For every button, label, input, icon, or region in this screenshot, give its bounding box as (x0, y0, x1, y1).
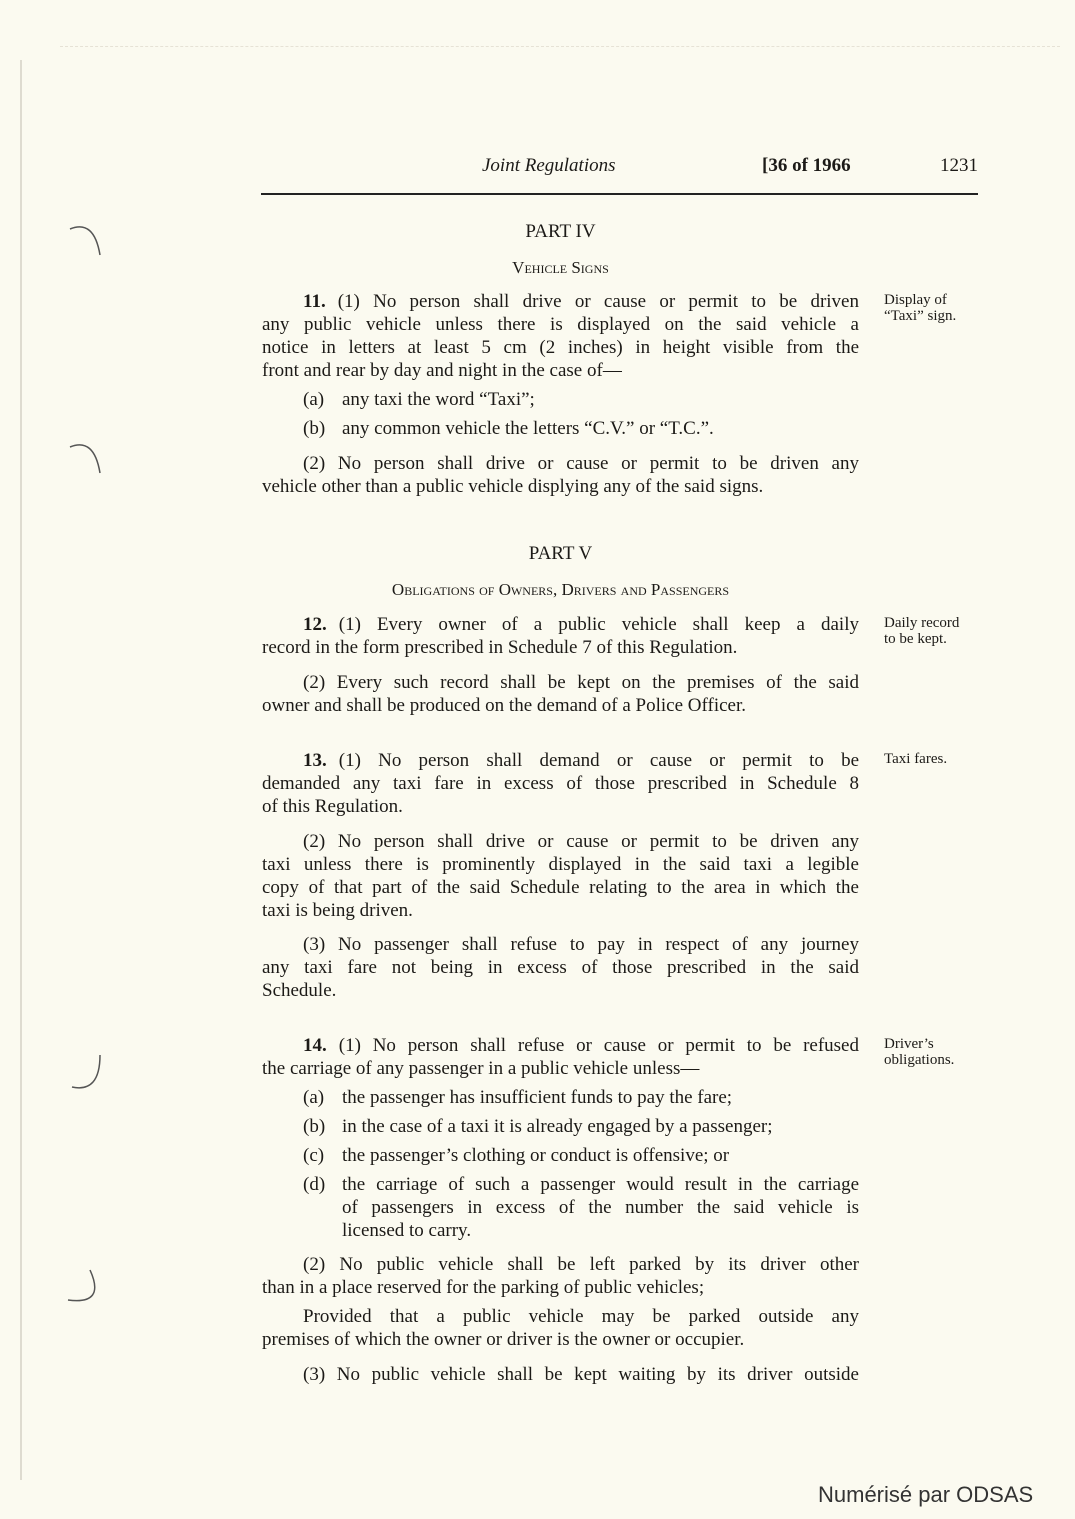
page-edge (20, 60, 22, 1480)
running-title: Joint Regulations (482, 155, 616, 176)
text-line: any taxi the word “Taxi”; (342, 389, 535, 410)
text-line: premises of which the owner or driver is the owner or occupier. (262, 1329, 745, 1350)
line-text: (1) No person shall refuse or cause or permit to be refused (338, 1035, 859, 1056)
act-reference: [36 of 1966 (762, 155, 851, 176)
item-label: (d) (303, 1174, 326, 1195)
binder-hole-icon (68, 1270, 95, 1301)
text-line: Schedule. (262, 980, 337, 1001)
text-line: vehicle other than a public vehicle displying any of the said signs. (262, 476, 764, 497)
binder-hole-icon (70, 445, 100, 473)
section-number: 12. (303, 614, 327, 635)
page-number: 1231 (940, 155, 978, 176)
text-line: licensed to carry. (342, 1220, 472, 1241)
text-line (303, 291, 859, 313)
text-line: record in the form prescribed in Schedule 7 of this Regulation. (262, 637, 738, 658)
text-line: taxi is being driven. (262, 900, 413, 921)
item-label: (b) (303, 1116, 326, 1137)
margin-note: “Taxi” sign. (884, 308, 957, 324)
item-label: (a) (303, 389, 325, 410)
binder-holes (60, 215, 120, 1315)
text-line: (2) No person shall drive or cause or permit to be driven any (303, 831, 859, 852)
text-line: demanded any taxi fare in excess of those prescribed in Schedule 8 (262, 773, 859, 794)
binder-hole-icon (70, 227, 100, 255)
part-subheading: Vehicle Signs (512, 258, 609, 277)
line-text: (1) No person shall drive or cause or permit to be driven (337, 291, 859, 312)
text-line: of passengers in excess of the number the said vehicle is (342, 1197, 859, 1218)
text-line: (2) Every such record shall be kept on the premises of the said (303, 672, 859, 693)
section-number: 11. (303, 291, 326, 312)
section-number: 13. (303, 750, 327, 771)
text-line: the carriage of such a passenger would result in the carriage (342, 1174, 859, 1195)
binder-hole-icon (72, 1055, 100, 1088)
text-line: the carriage of any passenger in a public vehicle unless— (262, 1058, 700, 1079)
scan-artifact (60, 46, 1060, 48)
line-text: (1) No person shall demand or cause or permit to be (338, 750, 859, 771)
part-subheading: Obligations of Owners, Drivers and Passengers (391, 580, 730, 599)
text-line: any public vehicle unless there is displayed on the said vehicle a (262, 314, 859, 335)
text-line: (2) No public vehicle shall be left parked by its driver other (303, 1254, 859, 1275)
text-line: owner and shall be produced on the demand of a Police Officer. (262, 695, 746, 716)
text-line (303, 614, 859, 636)
text-line (303, 1035, 859, 1057)
line-text: (1) Every owner of a public vehicle shall keep a daily (338, 614, 859, 635)
text-line: (3) No public vehicle shall be kept waiting by its driver outside (303, 1364, 859, 1385)
item-label: (a) (303, 1087, 325, 1108)
header-rule (261, 193, 978, 195)
text-line: taxi unless there is prominently displayed in the said taxi a legible (262, 854, 859, 875)
item-label: (b) (303, 418, 326, 439)
text-line: the passenger’s clothing or conduct is offensive; or (342, 1145, 730, 1166)
text-line: (2) No person shall drive or cause or permit to be driven any (303, 453, 859, 474)
text-line: than in a place reserved for the parking of public vehicles; (262, 1277, 705, 1298)
text-line: the passenger has insufficient funds to pay the fare; (342, 1087, 733, 1108)
part-heading: PART V (528, 543, 593, 564)
digitization-credit: Numérisé par ODSAS (818, 1482, 1034, 1507)
text-line: any common vehicle the letters “C.V.” or “T.C.”. (342, 418, 714, 439)
text-line: in the case of a taxi it is already engaged by a passenger; (342, 1116, 773, 1137)
text-line: copy of that part of the said Schedule relating to the area in which the (262, 877, 859, 898)
margin-note: Display of (884, 292, 947, 308)
text-line: of this Regulation. (262, 796, 403, 817)
section-number: 14. (303, 1035, 327, 1056)
text-line: any taxi fare not being in excess of those prescribed in the said (262, 957, 859, 978)
item-label: (c) (303, 1145, 325, 1166)
margin-note: Taxi fares. (884, 751, 948, 767)
text-line (303, 750, 859, 772)
text-line: notice in letters at least 5 cm (2 inches) in height visible from the (262, 337, 859, 358)
margin-note: Driver’s (884, 1036, 934, 1052)
part-heading: PART IV (525, 221, 596, 242)
margin-note: to be kept. (884, 631, 947, 647)
text-line: (3) No passenger shall refuse to pay in respect of any journey (303, 934, 859, 955)
margin-note: Daily record (884, 615, 960, 631)
margin-note: obligations. (884, 1052, 955, 1068)
text-line: front and rear by day and night in the case of— (262, 360, 622, 381)
text-line: Provided that a public vehicle may be parked outside any (303, 1306, 859, 1327)
